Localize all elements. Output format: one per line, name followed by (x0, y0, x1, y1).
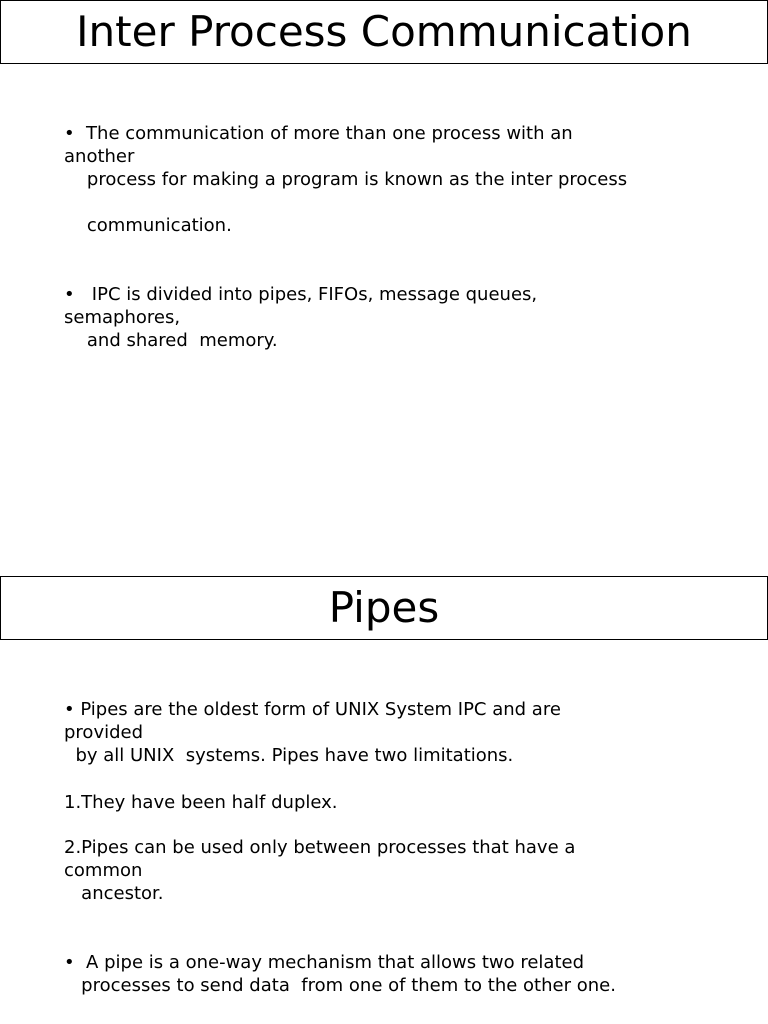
text-line: • The communication of more than one process with an (64, 123, 573, 144)
text-line: and shared memory. (64, 330, 278, 351)
text-line: process for making a program is known as the inter process (64, 169, 628, 190)
text-line: common (64, 860, 143, 881)
slide-title: Pipes (328, 583, 440, 632)
text-line: another (64, 146, 135, 167)
text-line: by all UNIX systems. Pipes have two limitations. (64, 745, 514, 766)
slide-title: Inter Process Communication (76, 7, 692, 56)
text-line: communication. (64, 215, 232, 236)
text-line: ancestor. (64, 883, 164, 904)
text-line: 2.Pipes can be used only between processes that have a (64, 837, 576, 858)
text-line: semaphores, (64, 307, 181, 328)
text-line: • IPC is divided into pipes, FIFOs, message queues, (64, 284, 538, 305)
text-line: processes to send data from one of them to the other one. (64, 975, 616, 996)
slide-title-box-1 (0, 0, 768, 64)
text-line: 1.They have been half duplex. (64, 792, 338, 813)
slide-title-box-2 (0, 576, 768, 640)
text-line: • A pipe is a one-way mechanism that allows two related (64, 952, 585, 973)
text-line: • Pipes are the oldest form of UNIX System IPC and are (64, 699, 561, 720)
text-line: provided (64, 722, 144, 743)
